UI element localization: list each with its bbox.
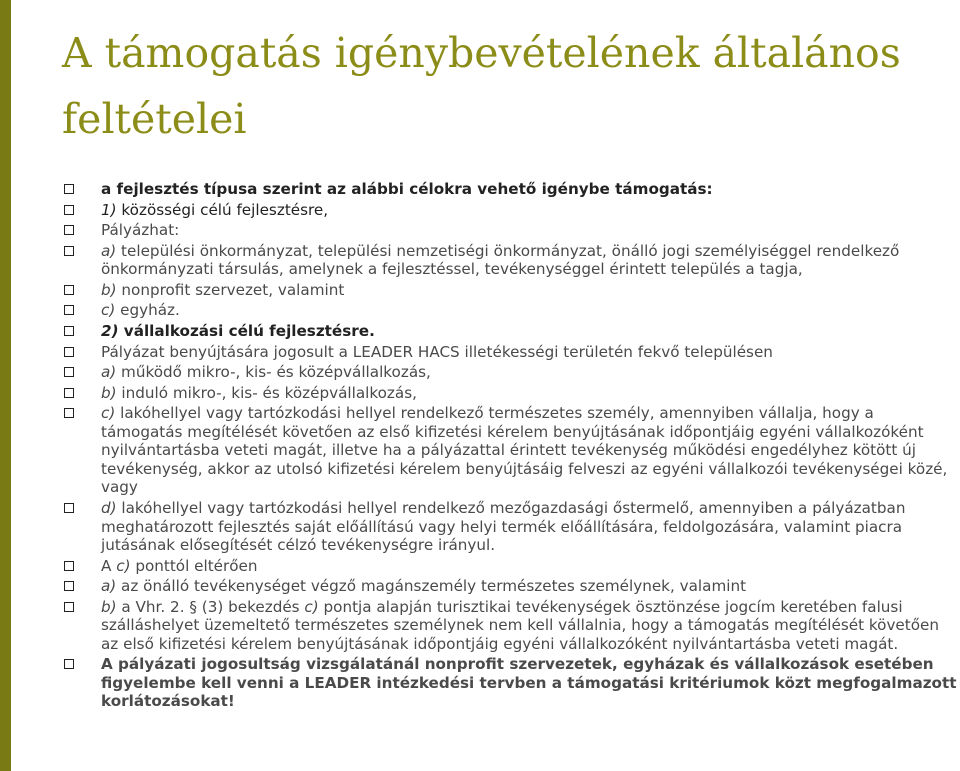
square-bullet-icon — [64, 602, 74, 612]
bullet-item: a) az önálló tevékenységet végző magánszemély természetes személynek, valamint — [64, 577, 960, 596]
bullet-item: a fejlesztés típusa szerint az alábbi célokra vehető igénybe támogatás: — [64, 180, 960, 199]
square-bullet-icon — [64, 367, 74, 377]
square-bullet-icon — [64, 184, 74, 194]
square-bullet-icon — [64, 659, 74, 669]
bullet-item: A pályázati jogosultság vizsgálatánál nonprofit szervezetek, egyházak és vállalkozások esetében figyelembe kell venni a LEADER intézkedési tervben a támogatási kritériumok közt megfogalmazott korlátozásokat! — [64, 655, 960, 711]
square-bullet-icon — [64, 205, 74, 215]
bullet-item: 1) közösségi célú fejlesztésre, — [64, 201, 960, 220]
slide-accent-bar — [0, 0, 11, 771]
bullet-list — [64, 180, 960, 713]
square-bullet-icon — [64, 581, 74, 591]
bullet-item: b) nonprofit szervezet, valamint — [64, 281, 960, 300]
bullet-item: c) lakóhellyel vagy tartózkodási hellyel rendelkező természetes személy, amennyiben vállalja, hogy a támogatás megítélését követően az első kifizetési kérelem benyújtásának időpontjáig egyéni vállalkozóként nyilvántartásba veteti magát, illetve ha a pályázattal érintett tevékenység működési engedélyhez kötött új tevékenység, akkor az utolsó kifizetési kérelem benyújtásáig felveszi az egyéni vállalkozói tevékenységei közé, vagy — [64, 404, 960, 497]
square-bullet-icon — [64, 347, 74, 357]
bullet-item: d) lakóhellyel vagy tartózkodási hellyel rendelkező mezőgazdasági őstermelő, amennyiben a pályázatban meghatározott fejlesztés saját előállítású vagy helyi termék előállítására, feldolgozására, valamint piacra jutásának elősegítését célzó tevékenységre irányul. — [64, 499, 960, 555]
bullet-item: A c) ponttól eltérően — [64, 557, 960, 576]
bullet-item: 2) vállalkozási célú fejlesztésre. — [64, 322, 960, 341]
bullet-item: Pályázhat: — [64, 221, 960, 240]
square-bullet-icon — [64, 246, 74, 256]
square-bullet-icon — [64, 225, 74, 235]
square-bullet-icon — [64, 285, 74, 295]
square-bullet-icon — [64, 561, 74, 571]
bullet-item: c) egyház. — [64, 301, 960, 320]
bullet-item: b) a Vhr. 2. § (3) bekezdés c) pontja alapján turisztikai tevékenységek ösztönzése jogcím keretében falusi szálláshelyet üzemeltető természetes személynek nem kell vállalnia, hogy a támogatás megítélését követően az első kifizetési kérelem benyújtásának időpontjáig egyéni vállalkozóként nyilvántartásba veteti magát. — [64, 598, 960, 654]
square-bullet-icon — [64, 305, 74, 315]
bullet-item: Pályázat benyújtására jogosult a LEADER HACS illetékességi területén fekvő településen — [64, 343, 960, 362]
bullet-item: b) induló mikro-, kis- és középvállalkozás, — [64, 384, 960, 403]
square-bullet-icon — [64, 408, 74, 418]
square-bullet-icon — [64, 326, 74, 336]
bullet-item: a) működő mikro-, kis- és középvállalkozás, — [64, 363, 960, 382]
bullet-item: a) települési önkormányzat, települési nemzetiségi önkormányzat, önálló jogi személyiséggel rendelkező önkormányzati társulás, amelynek a fejlesztéssel, tevékenységgel érintett település a tagja, — [64, 242, 960, 279]
square-bullet-icon — [64, 388, 74, 398]
square-bullet-icon — [64, 503, 74, 513]
slide-title: A támogatás igénybevételének általános feltételei — [62, 29, 901, 143]
